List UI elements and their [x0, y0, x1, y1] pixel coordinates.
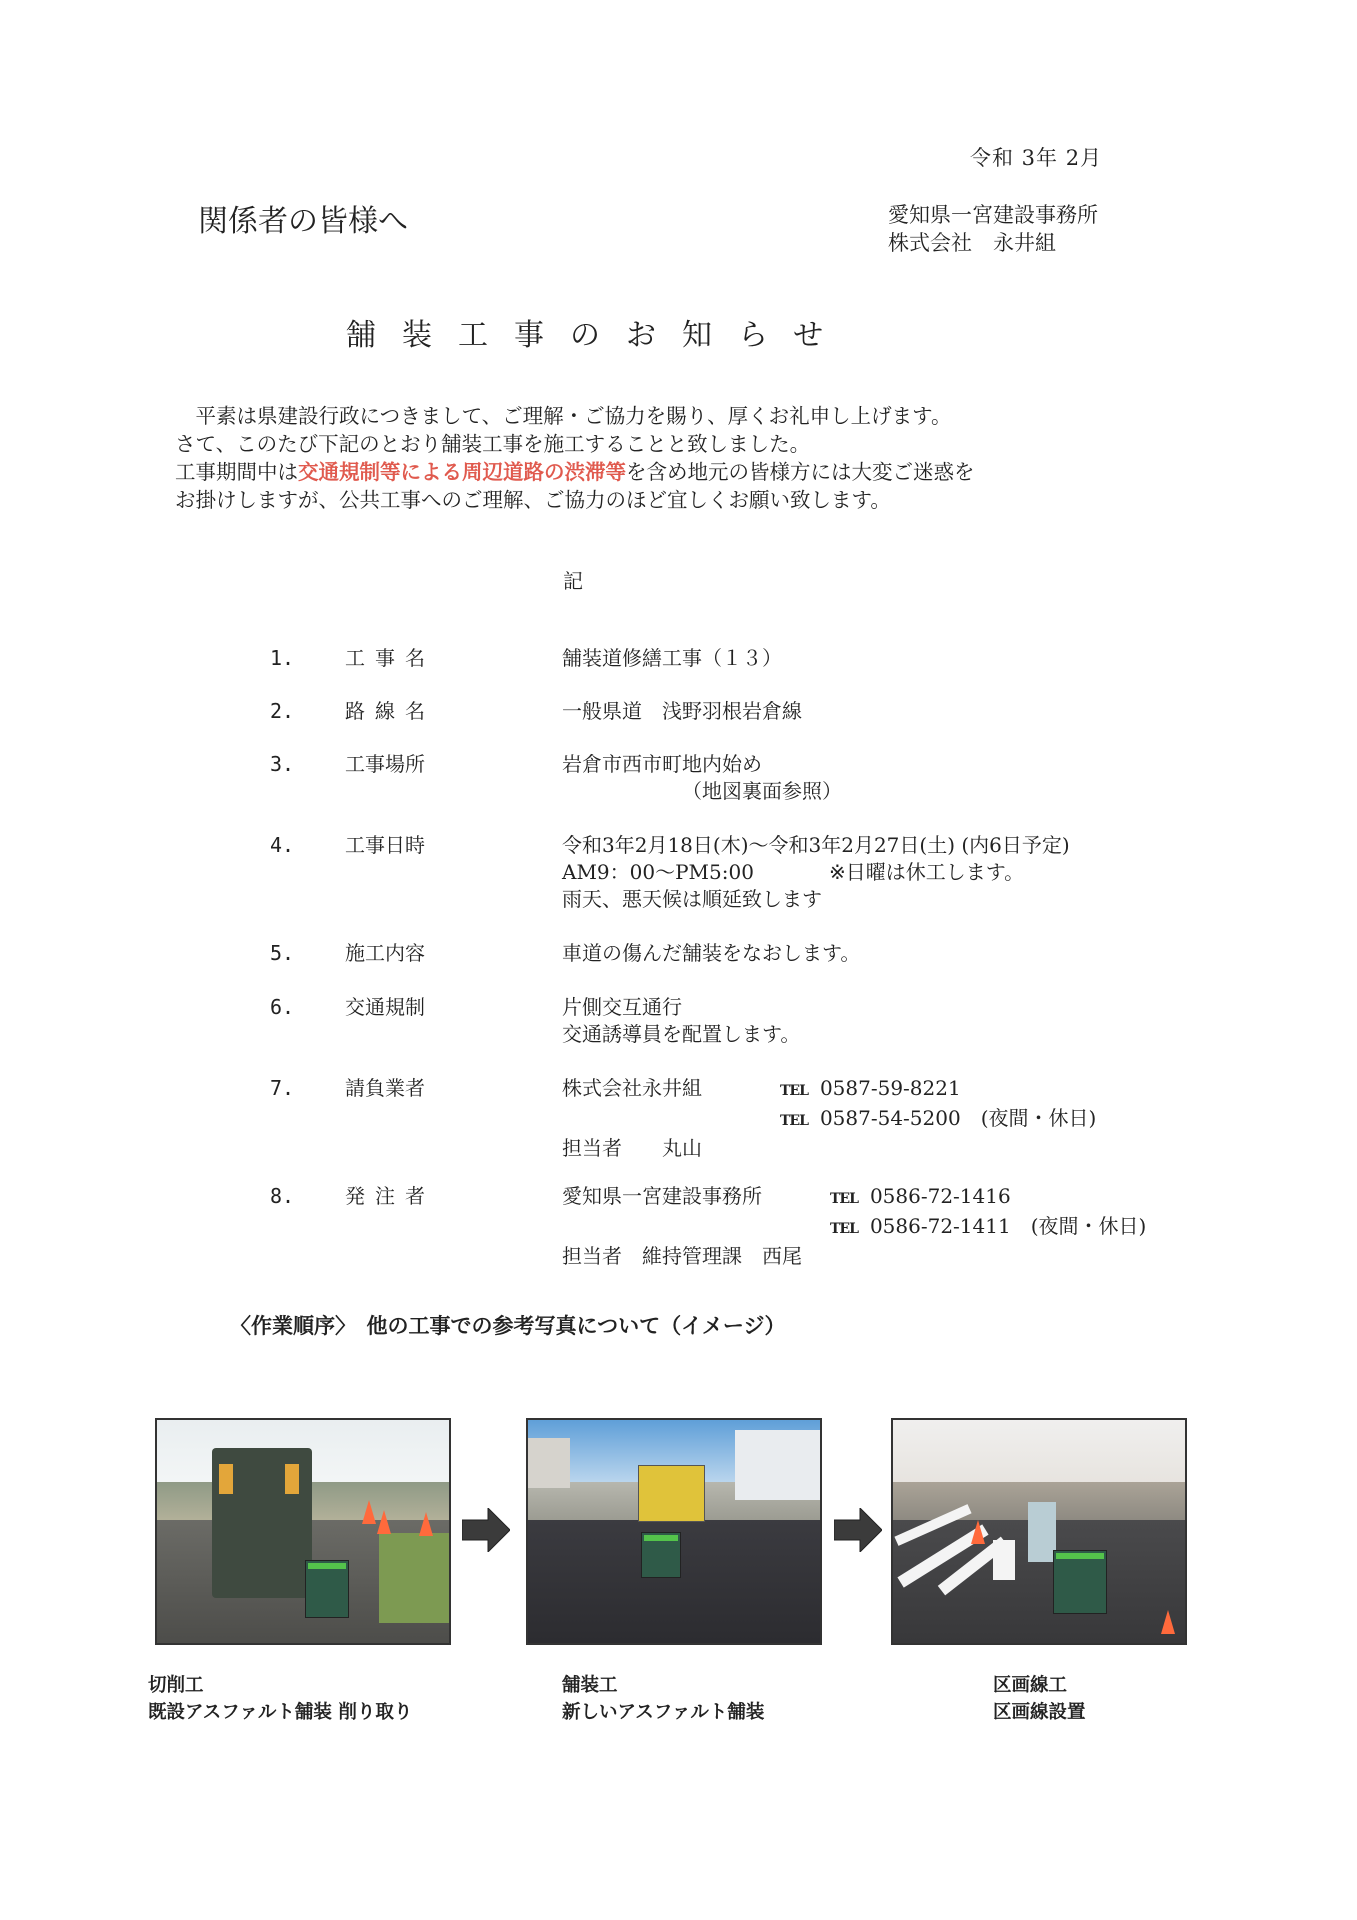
- item-number: 5.: [270, 941, 295, 965]
- date: 令和 3年 2月: [970, 146, 1103, 170]
- marking-photo: [891, 1418, 1187, 1645]
- item-label: 交通規制: [345, 995, 425, 1019]
- item-label: 施工内容: [345, 941, 425, 965]
- item-value: 愛知県一宮建設事務所 TEL 0586-72-1416 TEL 0586-72-1411 (夜間・休日) 担当者 維持管理課 西尾: [562, 1184, 1147, 1268]
- right-arrow-icon: [834, 1508, 882, 1552]
- phone-number: 0587-59-8221: [819, 1076, 961, 1100]
- item-label: 請負業者: [345, 1076, 425, 1100]
- tel-icon: TEL: [780, 1113, 808, 1129]
- intro-line: さて、このたび下記のとおり舗装工事を施工することと致しました。: [175, 432, 811, 456]
- step-title: 切削工: [148, 1675, 204, 1696]
- sender-company: 株式会社 永井組: [888, 231, 1056, 255]
- sender-office: 愛知県一宮建設事務所: [888, 203, 1098, 227]
- item-value: 車道の傷んだ舗装をなおします。: [562, 941, 861, 965]
- item-value: 岩倉市西市町地内始め （地図裏面参照）: [562, 752, 842, 803]
- step-description: 新しいアスファルト舗装: [562, 1702, 765, 1723]
- ki-marker: 記: [563, 569, 583, 593]
- step-caption-paving: [562, 1672, 764, 1726]
- step-title: 区画線工: [993, 1675, 1068, 1696]
- item-label: 路線名: [345, 699, 435, 723]
- item-value: 一般県道 浅野羽根岩倉線: [562, 699, 802, 723]
- phone-number: 0586-72-1411 (夜間・休日): [869, 1214, 1147, 1238]
- item-value: 舗装道修繕工事（１３）: [562, 646, 782, 670]
- intro-paragraph: [175, 402, 1155, 514]
- item-number: 7.: [270, 1076, 295, 1100]
- intro-line: 平素は県建設行政につきまして、ご理解・ご協力を賜り、厚くお礼申し上げます。: [195, 404, 952, 428]
- item-value: 片側交互通行 交通誘導員を配置します。: [562, 995, 801, 1046]
- addressee: 関係者の皆様へ: [198, 204, 408, 239]
- step-description: 既設アスファルト舗装 削り取り: [148, 1702, 413, 1723]
- item-label: 工事日時: [345, 833, 425, 857]
- item-label: 工事場所: [345, 752, 425, 776]
- step-description: 区画線設置: [993, 1702, 1086, 1723]
- tel-icon: TEL: [830, 1221, 858, 1237]
- phone-number: 0587-54-5200 (夜間・休日): [819, 1106, 1097, 1130]
- intro-line: お掛けしますが、公共工事へのご理解、ご協力のほど宜しくお願い致します。: [175, 488, 891, 512]
- tel-icon: TEL: [780, 1083, 808, 1099]
- item-label: 工事名: [345, 646, 435, 670]
- step-title: 舗装工: [562, 1675, 618, 1696]
- item-value: 令和3年2月18日(木)～令和3年2月27日(土) (内6日予定) AM9：00～PM5:00 ※日曜は休工します。 雨天、悪天候は順延致します: [562, 833, 1070, 911]
- item-number: 3.: [270, 752, 295, 776]
- procedure-heading: 〈作業順序〉 他の工事での参考写真について（イメージ）: [230, 1314, 786, 1338]
- right-arrow-icon: [462, 1508, 510, 1552]
- step-caption-marking: [993, 1672, 1086, 1726]
- milling-photo: [155, 1418, 451, 1645]
- phone-number: 0586-72-1416: [869, 1184, 1011, 1208]
- intro-line: 工事期間中は交通規制等による周辺道路の渋滞等を含め地元の皆様方には大変ご迷惑を: [175, 460, 975, 484]
- item-number: 6.: [270, 995, 295, 1019]
- item-number: 4.: [270, 833, 295, 857]
- item-label: 発注者: [345, 1184, 435, 1208]
- item-number: 2.: [270, 699, 295, 723]
- document-title: 舗装工事のお知らせ: [346, 318, 850, 353]
- paving-photo: [526, 1418, 822, 1645]
- highlighted-warning: 交通規制等による周辺道路の渋滞等: [298, 460, 626, 484]
- step-caption-milling: [148, 1672, 412, 1726]
- tel-icon: TEL: [830, 1191, 858, 1207]
- item-number: 1.: [270, 646, 295, 670]
- item-number: 8.: [270, 1184, 295, 1208]
- item-value: 株式会社永井組 TEL 0587-59-8221 TEL 0587-54-5200 (夜間・休日) 担当者 丸山: [562, 1076, 1097, 1160]
- sender-block: [888, 201, 1098, 257]
